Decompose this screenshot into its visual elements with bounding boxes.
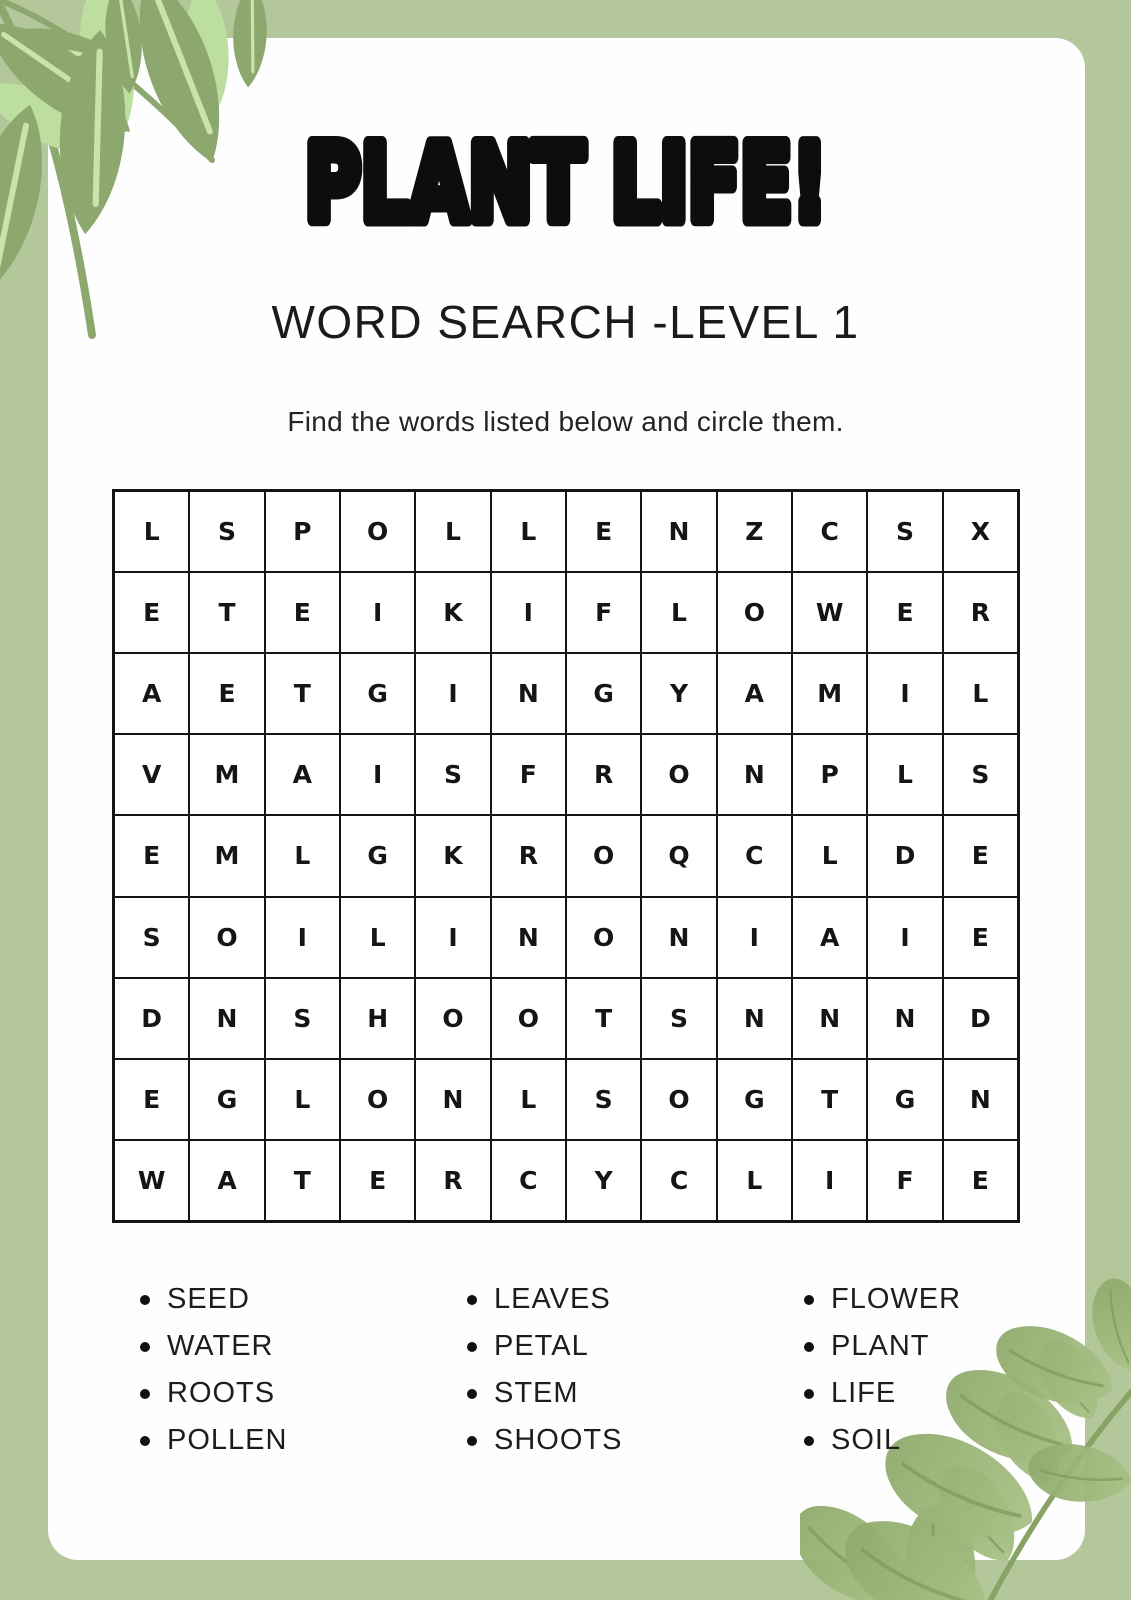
word-list-column bbox=[140, 1284, 287, 1472]
grid-cell: N bbox=[492, 654, 565, 733]
grid-cell: C bbox=[492, 1141, 565, 1220]
bullet-icon bbox=[804, 1295, 814, 1305]
grid-cell: R bbox=[944, 573, 1017, 652]
grid-cell: W bbox=[793, 573, 866, 652]
word-list-item bbox=[804, 1425, 961, 1456]
word-label: FLOWER bbox=[831, 1283, 962, 1315]
grid-cell: A bbox=[190, 1141, 263, 1220]
grid-cell: D bbox=[944, 979, 1017, 1058]
bullet-icon bbox=[140, 1436, 150, 1446]
grid-cell: I bbox=[341, 573, 414, 652]
grid-cell: S bbox=[115, 898, 188, 977]
grid-cell: N bbox=[793, 979, 866, 1058]
grid-cell: F bbox=[868, 1141, 941, 1220]
grid-cell: N bbox=[642, 898, 715, 977]
grid-cell: D bbox=[868, 816, 941, 895]
bullet-icon bbox=[804, 1436, 814, 1446]
grid-cell: L bbox=[266, 1060, 339, 1139]
bullet-icon bbox=[140, 1342, 150, 1352]
word-list-item bbox=[467, 1331, 622, 1362]
bullet-icon bbox=[804, 1389, 814, 1399]
word-label: LIFE bbox=[831, 1377, 897, 1409]
grid-cell: H bbox=[341, 979, 414, 1058]
grid-cell: A bbox=[266, 735, 339, 814]
grid-cell: I bbox=[416, 898, 489, 977]
grid-cell: A bbox=[718, 654, 791, 733]
grid-cell: L bbox=[416, 492, 489, 571]
word-list-item bbox=[467, 1425, 622, 1456]
grid-cell: E bbox=[190, 654, 263, 733]
grid-cell: O bbox=[341, 492, 414, 571]
grid-cell: O bbox=[416, 979, 489, 1058]
grid-cell: E bbox=[266, 573, 339, 652]
grid-cell: O bbox=[341, 1060, 414, 1139]
grid-cell: O bbox=[567, 898, 640, 977]
word-label: WATER bbox=[167, 1330, 274, 1362]
grid-cell: Y bbox=[567, 1141, 640, 1220]
word-label: PLANT bbox=[831, 1330, 930, 1362]
grid-cell: C bbox=[642, 1141, 715, 1220]
grid-cell: N bbox=[944, 1060, 1017, 1139]
grid-cell: A bbox=[793, 898, 866, 977]
bullet-icon bbox=[467, 1295, 477, 1305]
grid-cell: F bbox=[492, 735, 565, 814]
word-label: STEM bbox=[494, 1377, 579, 1409]
grid-cell: R bbox=[492, 816, 565, 895]
grid-cell: E bbox=[115, 573, 188, 652]
grid-cell: Y bbox=[642, 654, 715, 733]
grid-cell: T bbox=[567, 979, 640, 1058]
word-list-item bbox=[804, 1378, 961, 1409]
grid-cell: O bbox=[718, 573, 791, 652]
word-label: POLLEN bbox=[167, 1424, 288, 1456]
grid-cell: T bbox=[793, 1060, 866, 1139]
grid-cell: E bbox=[868, 573, 941, 652]
grid-cell: E bbox=[115, 1060, 188, 1139]
grid-cell: S bbox=[868, 492, 941, 571]
grid-cell: S bbox=[567, 1060, 640, 1139]
word-list-column bbox=[804, 1284, 961, 1472]
grid-cell: E bbox=[341, 1141, 414, 1220]
grid-cell: Q bbox=[642, 816, 715, 895]
grid-cell: E bbox=[944, 898, 1017, 977]
bullet-icon bbox=[140, 1389, 150, 1399]
grid-cell: C bbox=[793, 492, 866, 571]
grid-cell: A bbox=[115, 654, 188, 733]
word-list-item bbox=[140, 1331, 287, 1362]
grid-cell: K bbox=[416, 816, 489, 895]
grid-cell: G bbox=[190, 1060, 263, 1139]
grid-cell: C bbox=[718, 816, 791, 895]
grid-cell: L bbox=[266, 816, 339, 895]
grid-cell: K bbox=[416, 573, 489, 652]
grid-cell: L bbox=[944, 654, 1017, 733]
word-label: PETAL bbox=[494, 1330, 589, 1362]
grid-cell: I bbox=[266, 898, 339, 977]
grid-cell: O bbox=[642, 735, 715, 814]
grid-cell: L bbox=[868, 735, 941, 814]
grid-cell: L bbox=[642, 573, 715, 652]
bullet-icon bbox=[804, 1342, 814, 1352]
grid-cell: E bbox=[567, 492, 640, 571]
grid-cell: O bbox=[567, 816, 640, 895]
grid-cell: G bbox=[341, 654, 414, 733]
page-title bbox=[0, 112, 1131, 246]
grid-cell: V bbox=[115, 735, 188, 814]
grid-cell: I bbox=[492, 573, 565, 652]
word-search-grid bbox=[112, 489, 1020, 1223]
grid-cell: M bbox=[793, 654, 866, 733]
grid-cell: L bbox=[492, 492, 565, 571]
grid-cell: N bbox=[718, 735, 791, 814]
grid-cell: O bbox=[642, 1060, 715, 1139]
grid-cell: X bbox=[944, 492, 1017, 571]
bullet-icon bbox=[467, 1342, 477, 1352]
grid-cell: G bbox=[868, 1060, 941, 1139]
grid-cell: I bbox=[793, 1141, 866, 1220]
grid-cell: N bbox=[416, 1060, 489, 1139]
word-list-item bbox=[804, 1284, 961, 1315]
page-title-text: PLANT LIFE! bbox=[304, 121, 828, 246]
grid-cell: D bbox=[115, 979, 188, 1058]
word-list-item bbox=[804, 1331, 961, 1362]
grid-cell: I bbox=[868, 898, 941, 977]
grid-cell: W bbox=[115, 1141, 188, 1220]
grid-cell: O bbox=[492, 979, 565, 1058]
word-list-item bbox=[140, 1284, 287, 1315]
word-list-item bbox=[140, 1378, 287, 1409]
word-list-item bbox=[140, 1425, 287, 1456]
grid-cell: N bbox=[868, 979, 941, 1058]
grid-cell: S bbox=[266, 979, 339, 1058]
grid-cell: G bbox=[567, 654, 640, 733]
grid-cell: E bbox=[944, 816, 1017, 895]
grid-cell: M bbox=[190, 816, 263, 895]
grid-cell: L bbox=[341, 898, 414, 977]
grid-cell: M bbox=[190, 735, 263, 814]
bullet-icon bbox=[467, 1436, 477, 1446]
grid-cell: L bbox=[793, 816, 866, 895]
grid-cell: L bbox=[115, 492, 188, 571]
grid-cell: T bbox=[190, 573, 263, 652]
grid-cell: T bbox=[266, 654, 339, 733]
grid-cell: N bbox=[190, 979, 263, 1058]
word-label: SOIL bbox=[831, 1424, 902, 1456]
instruction-text: Find the words listed below and circle them. bbox=[287, 406, 844, 437]
grid-cell: T bbox=[266, 1141, 339, 1220]
grid-cell: N bbox=[492, 898, 565, 977]
grid-cell: S bbox=[944, 735, 1017, 814]
word-label: ROOTS bbox=[167, 1377, 276, 1409]
grid-cell: I bbox=[341, 735, 414, 814]
bullet-icon bbox=[140, 1295, 150, 1305]
word-label: SHOOTS bbox=[494, 1424, 623, 1456]
grid-cell: L bbox=[718, 1141, 791, 1220]
word-label: SEED bbox=[167, 1283, 250, 1315]
grid-cell: E bbox=[115, 816, 188, 895]
grid-cell: F bbox=[567, 573, 640, 652]
grid-cell: N bbox=[718, 979, 791, 1058]
grid-cell: G bbox=[718, 1060, 791, 1139]
grid-cell: E bbox=[944, 1141, 1017, 1220]
grid-cell: I bbox=[868, 654, 941, 733]
grid-cell: I bbox=[416, 654, 489, 733]
bullet-icon bbox=[467, 1389, 477, 1399]
grid-cell: I bbox=[718, 898, 791, 977]
page-subtitle: WORD SEARCH -LEVEL 1 bbox=[271, 296, 860, 348]
grid-cell: S bbox=[642, 979, 715, 1058]
word-list-item bbox=[467, 1378, 622, 1409]
grid-cell: O bbox=[190, 898, 263, 977]
word-label: LEAVES bbox=[494, 1283, 611, 1315]
grid-cell: N bbox=[642, 492, 715, 571]
grid-cell: L bbox=[492, 1060, 565, 1139]
grid-cell: G bbox=[341, 816, 414, 895]
grid-cell: S bbox=[416, 735, 489, 814]
word-list-column bbox=[467, 1284, 622, 1472]
grid-cell: P bbox=[793, 735, 866, 814]
grid-cell: Z bbox=[718, 492, 791, 571]
grid-cell: R bbox=[416, 1141, 489, 1220]
word-list-item bbox=[467, 1284, 622, 1315]
grid-cell: S bbox=[190, 492, 263, 571]
grid-cell: P bbox=[266, 492, 339, 571]
grid-cell: R bbox=[567, 735, 640, 814]
